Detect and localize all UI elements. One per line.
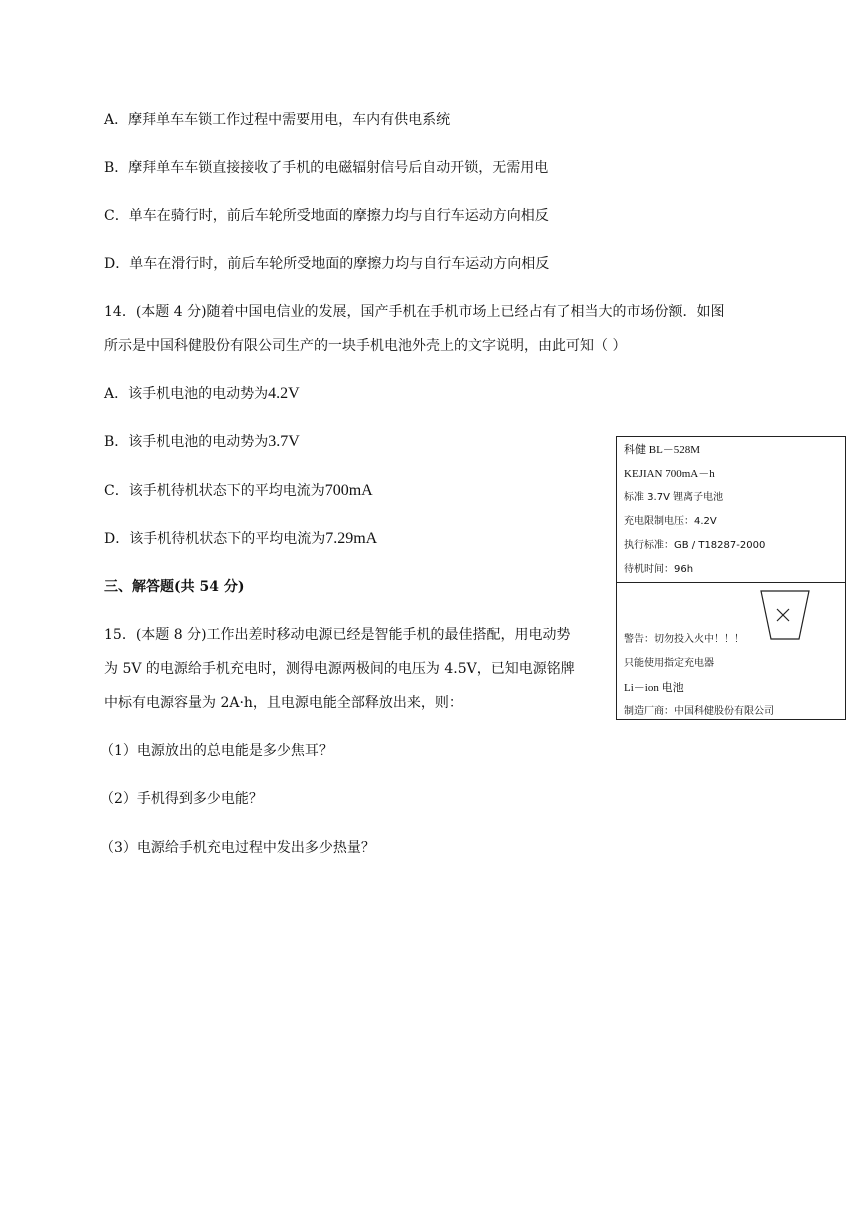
battery-model: 科健 BL－528M [624,444,701,456]
q14-option-a-text: A．该手机电池的电动势为 [104,386,269,402]
q15-sub1: （1）电源放出的总电能是多少焦耳？ [100,743,333,759]
q14-option-b [104,432,300,452]
q13-option-b: B．摩拜单车车锁直接接收了手机的电磁辐射信号后自动开锁，无需用电 [104,160,549,176]
q14-option-a-value: 4.2V [268,385,300,402]
battery-charge-limit: 充电限制电压：4.2V [624,516,717,527]
q14-option-c [104,481,373,501]
battery-capacity: KEJIAN 700mA－h [624,468,715,480]
q14-option-a [104,384,300,404]
q15-line2: 为 5V 的电源给手机充电时，测得电源两极间的电压为 4.5V，已知电源铭牌 [104,661,575,677]
q14-option-c-value: 700mA [324,482,373,499]
q15-line1: 15．(本题 8 分)工作出差时移动电源已经是智能手机的最佳搭配，用电动势 [104,627,571,643]
q14-option-b-value: 3.7V [268,433,300,450]
q14-stem-line1: 14．(本题 4 分)随着中国电信业的发展，国产手机在手机市场上已经占有了相当大的市场份额．如图 [104,304,725,320]
battery-label-figure [616,436,846,720]
q14-option-d [104,529,377,549]
q13-option-c: C．单车在骑行时，前后车轮所受地面的摩擦力均与自行车运动方向相反 [104,208,549,224]
q15-sub3: （3）电源给手机充电过程中发出多少热量？ [100,840,375,856]
q14-option-d-text: D．该手机待机状态下的平均电流为 [104,531,326,547]
q15-sub2: （2）手机得到多少电能？ [100,791,263,807]
battery-manufacturer: 制造厂商：中国科健股份有限公司 [624,706,774,717]
q15-line3: 中标有电源容量为 2A·h，且电源电能全部释放出来，则： [104,695,463,711]
q14-stem-line2: 所示是中国科健股份有限公司生产的一块手机电池外壳上的文字说明，由此可知（ ） [104,338,627,354]
battery-warning: 警告：切勿投入火中！！！ [624,634,744,645]
battery-exec-standard: 执行标准：GB / T18287-2000 [624,540,766,551]
battery-label-divider [617,582,845,583]
no-trash-bin-icon [755,587,815,643]
section-heading: 三、解答题(共 54 分) [104,579,245,595]
battery-standby-time: 待机时间：96h [624,564,694,575]
battery-standard: 标准 3.7V 锂离子电池 [624,492,724,503]
q13-option-d: D．单车在滑行时，前后车轮所受地面的摩擦力均与自行车运动方向相反 [104,256,550,272]
q14-option-d-value: 7.29mA [325,530,378,547]
q14-option-c-text: C．该手机待机状态下的平均电流为 [104,483,325,499]
battery-charger-note: 只能使用指定充电器 [624,658,714,669]
battery-type: Li－ion 电池 [624,682,684,694]
q14-option-b-text: B．该手机电池的电动势为 [104,434,269,450]
q13-option-a: A．摩拜单车车锁工作过程中需要用电，车内有供电系统 [104,112,451,128]
